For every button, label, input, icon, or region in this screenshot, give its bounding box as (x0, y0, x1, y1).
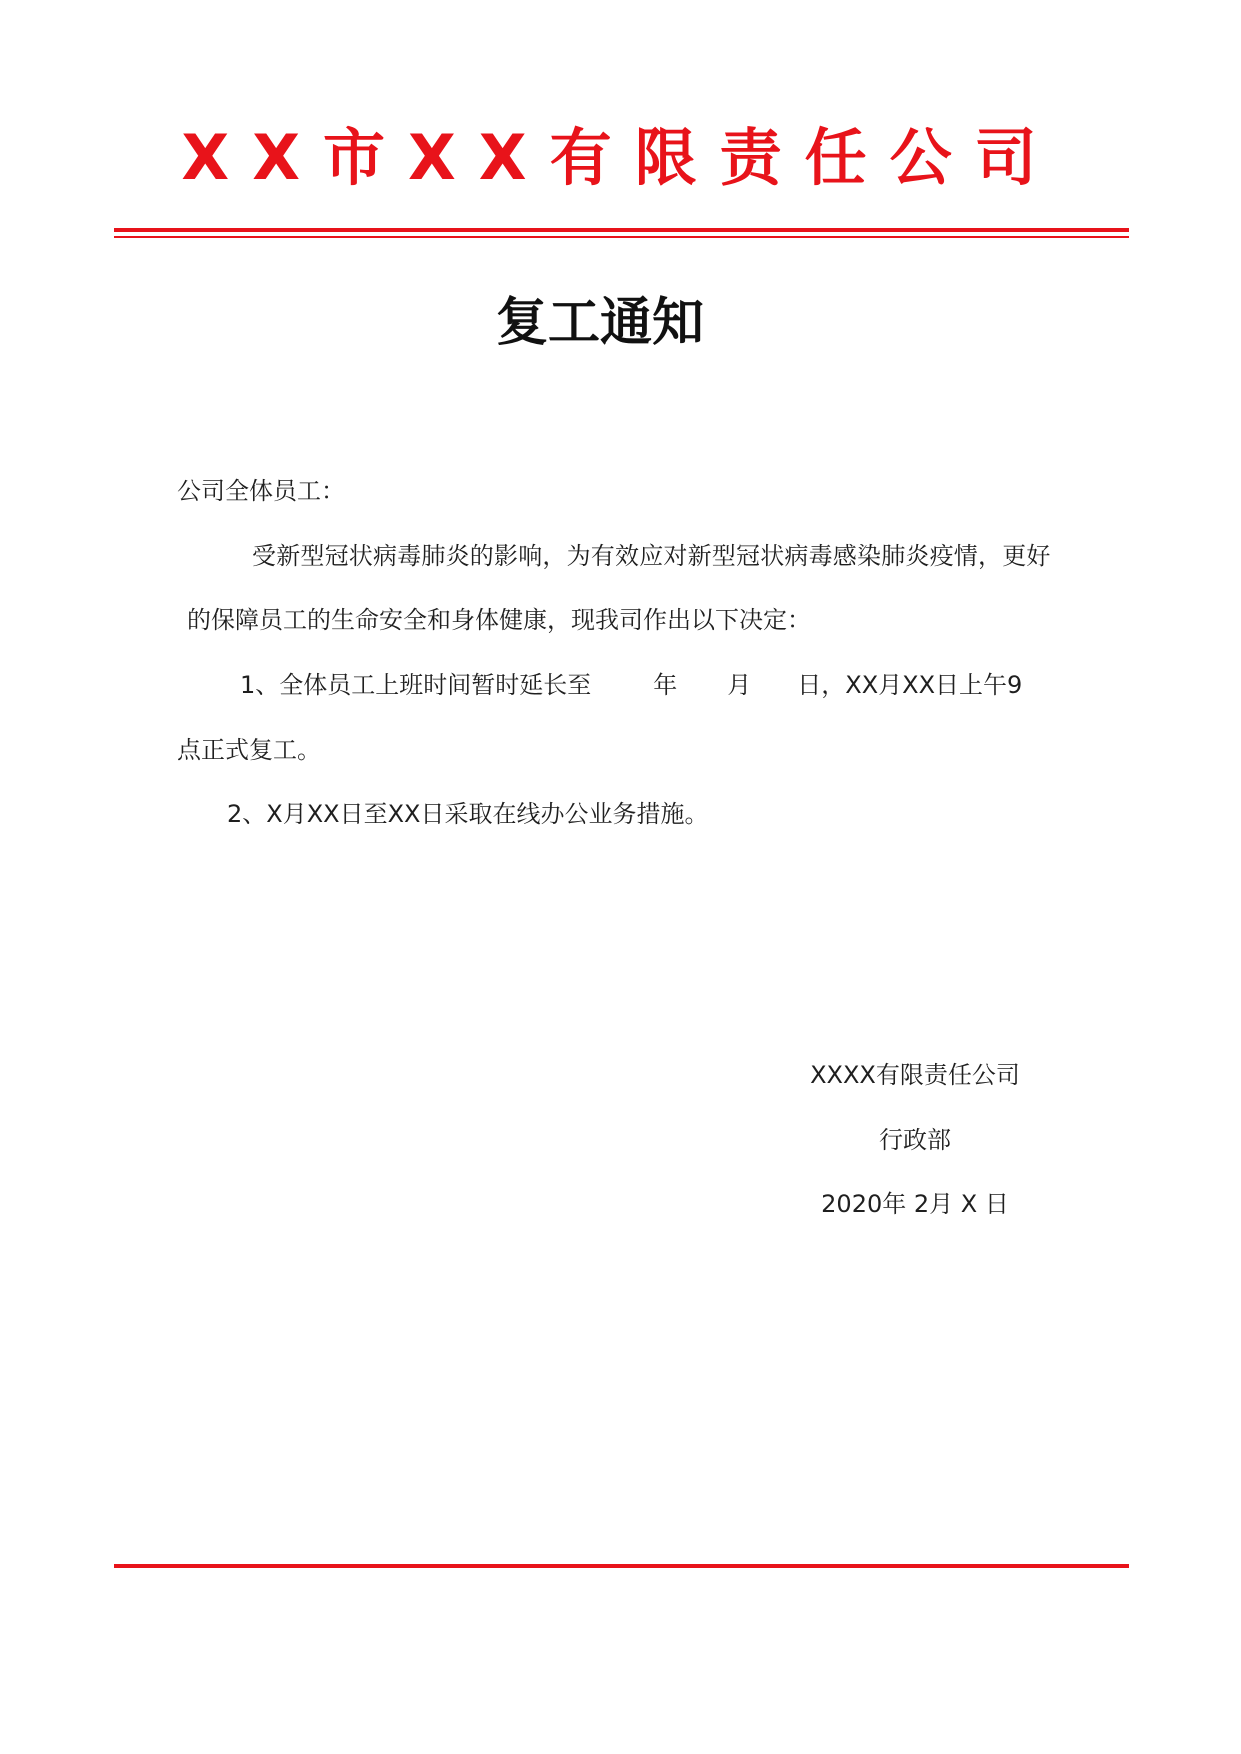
letterhead-rule-thick (114, 228, 1129, 232)
salutation: 公司全体员工： (177, 477, 345, 505)
item-2: 2、X月XX日至XX日采取在线办公业务措施。 (227, 800, 709, 828)
item-1-line-2: 点正式复工。 (177, 736, 321, 764)
item-1-prefix: 1、全体员工上班时间暂时延长至 (240, 671, 592, 699)
signature-date: 2020年 2月 X 日 (821, 1190, 1009, 1218)
item-1-line-1 (240, 668, 1022, 702)
paragraph-1-line-1: 受新型冠状病毒肺炎的影响，为有效应对新型冠状病毒感染肺炎疫情，更好 (252, 542, 1051, 570)
notice-title: 复工通知 (495, 292, 704, 353)
letterhead-rule-thin (114, 236, 1129, 238)
year-label: 年 (653, 671, 678, 699)
signature-company: XXXX有限责任公司 (810, 1061, 1020, 1089)
letterhead-company-name: XX市XX有限责任公司 (181, 121, 1060, 194)
paragraph-1-line-2: 的保障员工的生命安全和身体健康，现我司作出以下决定： (187, 606, 811, 634)
footer-rule (114, 1564, 1129, 1568)
month-label: 月 (727, 671, 752, 699)
signature-department: 行政部 (879, 1126, 951, 1154)
item-1-day-suffix: 日，XX月XX日上午9 (797, 671, 1023, 699)
